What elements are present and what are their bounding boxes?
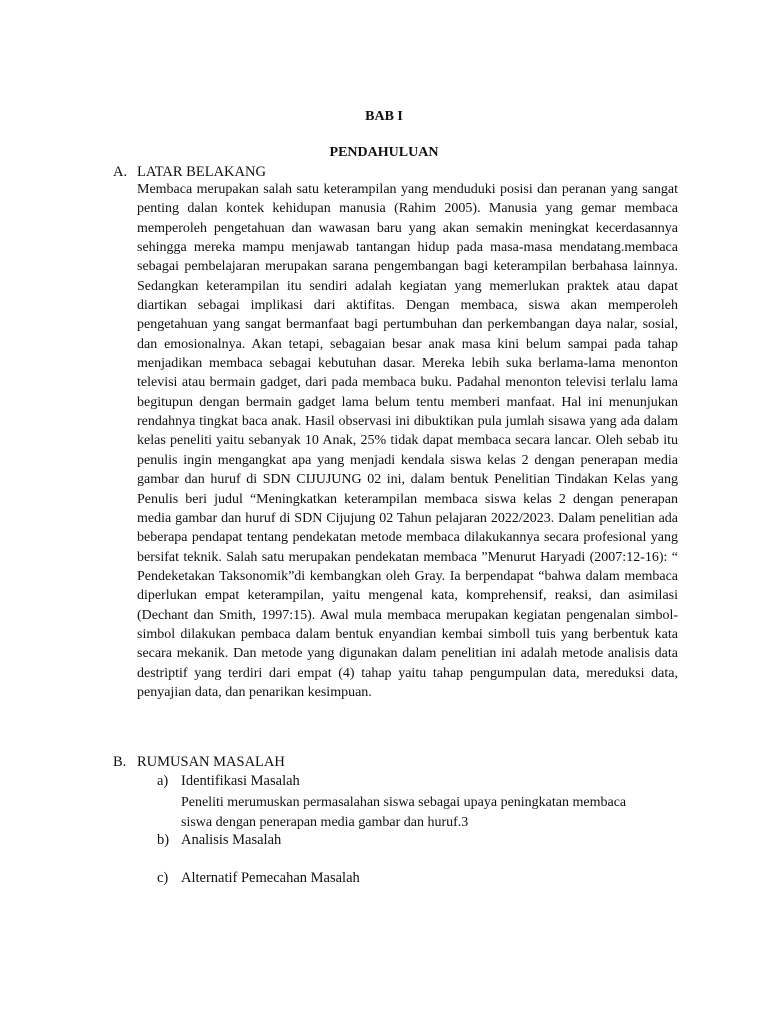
subsection-b-marker: b) [157,832,170,848]
section-b-marker: B. [113,754,127,770]
subsection-identifikasi-text [181,793,681,832]
subsection-alternatif-heading: Alternatif Pemecahan Masalah [181,870,360,886]
subsection-identifikasi-heading: Identifikasi Masalah [181,773,300,789]
subsection-a-marker: a) [157,773,169,789]
subsection-c-marker: c) [157,870,169,886]
section-a-marker: A. [113,164,128,180]
identifikasi-line-2: siswa dengan penerapan media gambar dan huruf.3 [181,814,469,830]
background-paragraph: Membaca merupakan salah satu keterampilan yang menduduki posisi dan peranan yang sangat penting dalan kontek kehidupan manusia (Rahim 2005). Manusia yang gemar membaca memperoleh pengetahuan dan wawasan baru yang akan semakin meningkat kecerdasannya sehingga mereka mampu menjawab tantangan hidup pada masa-masa mendatang.membaca sebagai pembelajaran merupakan sarana pengembangan bagi keterampilan berbahasa lainnya. Sedangkan keterampilan itu sendiri adalah kegiatan yang memerlukan praktek atau dapat diartikan sebagai implikasi dari aktifitas. Dengan membaca, siswa akan memperoleh pengetahuan yang sangat bermanfaat bagi pertumbuhan dan perkembangan daya nalar, sosial, dan emosionalnya. Akan tetapi, sebagaian besar anak masa kini belum sampai pada tahap menjadikan membaca sebagai kebutuhan dasar. Mereka lebih suka berlama-lama menonton televisi atau bermain gadget, dari pada membaca buku. Padahal menonton televisi terlalu lama begitupun dengan bermain gadget lama belum tentu memberi manfaat. Hal ini menunjukan rendahnya tingkat baca anak. Hasil observasi ini dibuktikan pula jumlah sisawa yang ada dalam kelas peneliti yaitu sebanyak 10 Anak, 25% tidak dapat membaca secara lancar. Oleh sebab itu penulis ingin mengangkat apa yang menjadi kendala siswa kelas 2 dengan penerapan media gambar dan huruf di SDN CIJUJUNG 02 ini, dalam bentuk Penelitian Tindakan Kelas yang Penulis beri judul “Meningkatkan keterampilan membaca siswa kelas 2 dengan penerapan media gambar dan huruf di SDN Cijujung 02 Tahun pelajaran 2022/2023. Dalam penelitian ada beberapa pendapat tentang pendekatan metode membaca dilakukannya secara profesional yang bersifat teknik. Salah satu merupakan pendekatan membaca ”Menurut Haryadi (2007:12-16): “ Pendeketakan Taksonomik”di kembangkan oleh Gray. Ia berpendapat “bahwa dalam membaca diperlukan empat keterampilan, yaitu mengenal kata, komprehensif, reaksi, dan asimilasi (Dechant dan Smith, 1997:15). Awal mula membaca merupakan kegiatan pengenalan simbol-simbol dilakukan pembaca dalam bentuk enyandian kembai simboll tuis yang berbentuk kata secara mekanik. Dan metode yang digunakan dalam penelitian ini adalah metode analisis data destriptif yang terdiri dari empat (4) tahap yaitu tahap pengumpulan data, mereduksi data, penyajian data, dan penarikan kesimpuan. [137,182,678,700]
chapter-title: PENDAHULUAN [329,145,439,160]
section-b-heading: RUMUSAN MASALAH [137,754,285,770]
chapter-heading: BAB I [365,109,403,124]
subsection-analisis-heading: Analisis Masalah [181,832,282,848]
identifikasi-line-1: Peneliti merumuskan permasalahan siswa sebagai upaya peningkatan membaca [181,795,627,810]
section-a-heading: LATAR BELAKANG [137,164,266,180]
